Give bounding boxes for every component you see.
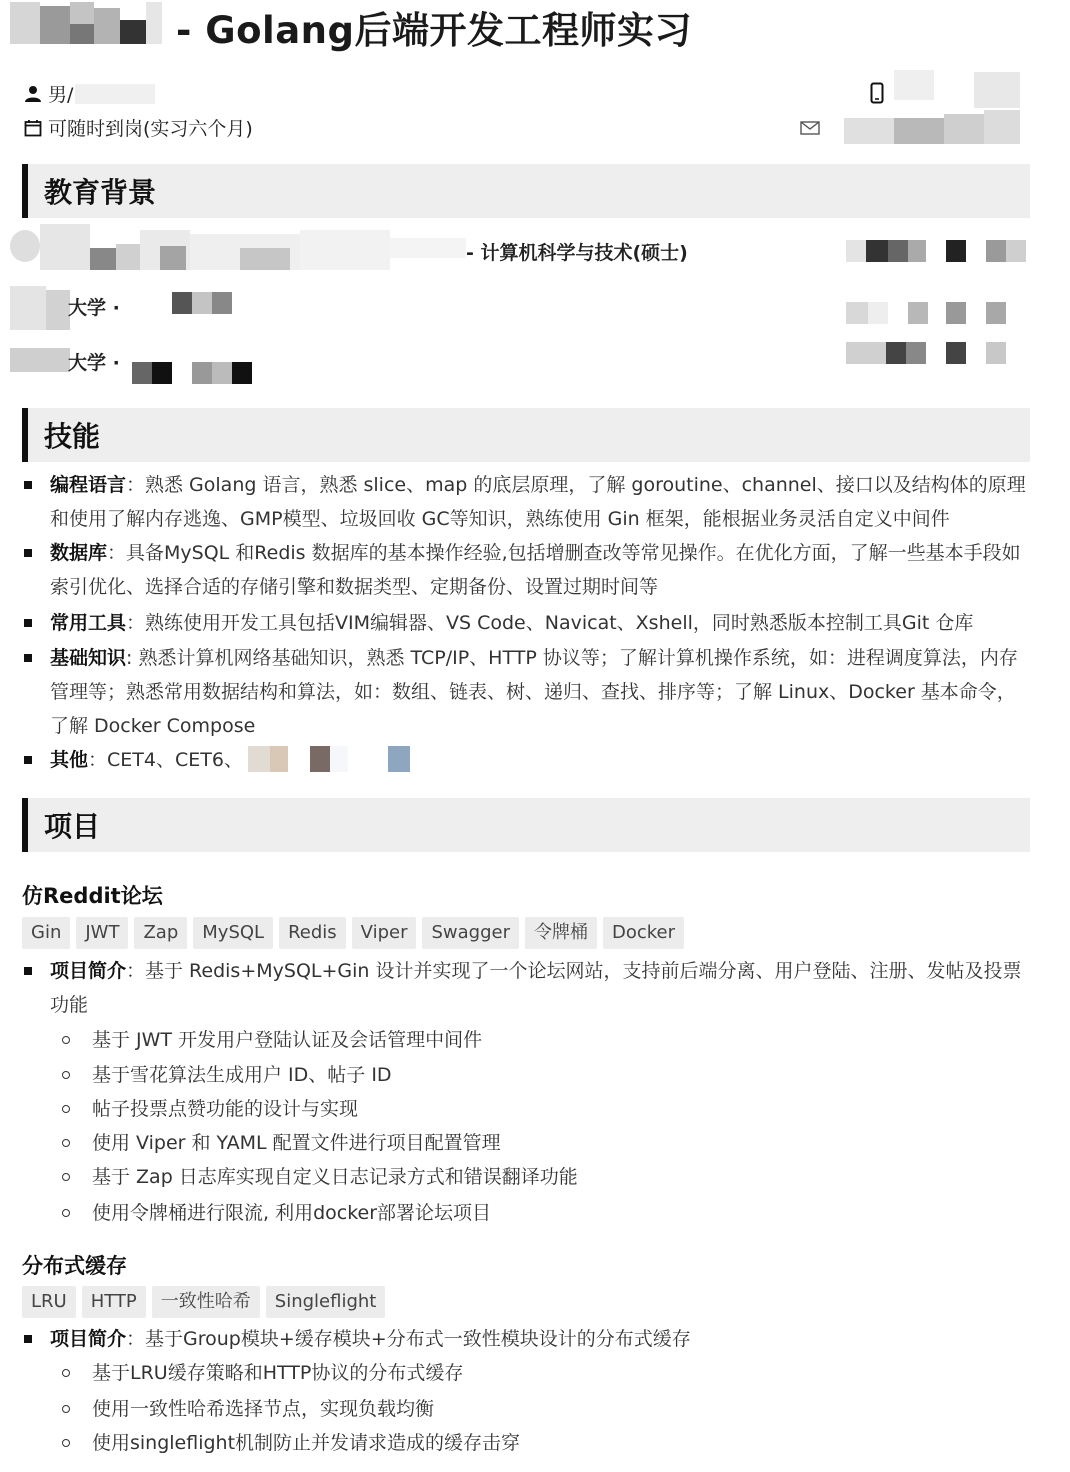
project-point: 使用令牌桶进行限流, 利用docker部署论坛项目 [62, 1196, 491, 1230]
availability-text: 可随时到岗(实习六个月) [48, 118, 253, 140]
availability-line [24, 114, 253, 141]
tech-tag: 一致性哈希 [152, 1286, 260, 1318]
project-title-reddit: 仿Reddit论坛 [22, 884, 163, 908]
redacted-date3-mosaic [846, 342, 1026, 364]
skill-text: ：熟练使用开发工具包括VIM编辑器、VS Code、Navicat、Xshell，同时熟悉版本控制工具Git 仓库 [126, 612, 974, 634]
skill-item-other [24, 743, 1034, 777]
redacted-date1-mosaic [846, 240, 1026, 262]
tech-tag: Singleflight [266, 1286, 386, 1318]
skill-item-language [24, 468, 1034, 536]
projects-heading: 项目 [44, 810, 101, 843]
redacted-date2-mosaic [846, 302, 1026, 324]
skill-text: ：具备MySQL 和Redis 数据库的基本操作经验,包括增删查改等常见操作。在优化方面，了解一些基本手段如索引优化、选择合适的存储引擎和数据类型、定期备份、设置过期时间等 [50, 542, 1021, 598]
tech-tag: Swagger [422, 917, 519, 949]
resume-title-row [10, 0, 1070, 52]
skills-section-header [22, 408, 1030, 462]
gender-line [24, 80, 155, 107]
redacted-school1-mosaic [10, 224, 466, 270]
project-intro-cache [24, 1322, 1034, 1356]
education-heading: 教育背景 [44, 176, 157, 209]
intro-label: 项目简介 [50, 960, 127, 982]
tech-tag: Redis [279, 917, 346, 949]
redacted-school3-mosaic [10, 344, 70, 372]
project-point: 使用 Viper 和 YAML 配置文件进行项目配置管理 [62, 1126, 501, 1160]
redacted-school3-detail [132, 362, 252, 384]
project-point: 基于LRU缓存策略和HTTP协议的分布式缓存 [62, 1356, 463, 1390]
resume-title: - Golang后端开发工程师实习 [176, 9, 693, 52]
project-point: 使用一致性哈希选择节点，实现负载均衡 [62, 1392, 434, 1426]
project-point: 基于 JWT 开发用户登陆认证及会话管理中间件 [62, 1023, 482, 1057]
tech-tag: MySQL [193, 917, 273, 949]
education-section-header [22, 164, 1030, 218]
redacted-info-block [75, 84, 155, 104]
tech-tag: Viper [352, 917, 417, 949]
intro-label: 项目简介 [50, 1328, 127, 1350]
project-point: 基于 Zap 日志库实现自定义日志记录方式和错误翻译功能 [62, 1160, 578, 1194]
tech-tag: HTTP [82, 1286, 146, 1318]
skill-text: ：CET4、CET6、 [88, 749, 243, 771]
tech-tag: 令牌桶 [525, 917, 597, 949]
project-tags-cache [22, 1286, 385, 1318]
skills-heading: 技能 [44, 420, 101, 453]
project-point: 帖子投票点赞功能的设计与实现 [62, 1092, 358, 1126]
skill-label: 其他 [50, 749, 89, 771]
intro-text: ：基于Group模块+缓存模块+分布式一致性模块设计的分布式缓存 [126, 1328, 691, 1350]
tech-tag: LRU [22, 1286, 76, 1318]
skill-item-fundamentals [24, 641, 1034, 743]
gender-text: 男/ [48, 84, 74, 106]
tech-tag: Gin [22, 917, 70, 949]
skill-text: ：熟悉 Golang 语言，熟悉 slice、map 的底层原理，了解 goroutine、channel、接口以及结构体的原理和使用了解内存逃逸、GMP模型、垃圾回收 GC等知识，熟练使用 Gin 框架，能根据业务灵活自定义中间件 [50, 474, 1026, 530]
project-tags-reddit [22, 917, 684, 949]
tech-tag: Zap [134, 917, 187, 949]
calendar-icon [24, 119, 42, 137]
projects-section-header [22, 798, 1030, 852]
user-icon [24, 85, 42, 103]
project-point: 使用singleflight机制防止并发请求造成的缓存击穿 [62, 1426, 520, 1460]
skill-text: : 熟悉计算机网络基础知识，熟悉 TCP/IP、HTTP 协议等；了解计算机操作系统，如：进程调度算法，内存管理等；熟悉常用数据结构和算法，如：数组、链表、树、递归、查找、排序等；了解 Linux、Docker 基本命令，了解 Docker Compose [50, 647, 1018, 737]
skill-item-tools [24, 606, 1034, 640]
redacted-other-mosaic [248, 746, 410, 772]
project-point: 基于雪花算法生成用户 ID、帖子 ID [62, 1058, 392, 1092]
intro-text: ：基于 Redis+MySQL+Gin 设计并实现了一个论坛网站，支持前后端分离、用户登陆、注册、发帖及投票功能 [50, 960, 1022, 1016]
skill-item-database [24, 536, 1034, 604]
skill-label: 数据库 [50, 542, 108, 564]
school3-label: 大学 · [68, 352, 120, 374]
redacted-school2-mosaic [10, 286, 70, 330]
skill-label: 基础知识 [50, 647, 127, 669]
email-icon [800, 120, 820, 139]
skill-label: 常用工具 [50, 612, 127, 634]
project-title-cache: 分布式缓存 [22, 1254, 127, 1278]
redacted-school2-detail [172, 292, 232, 314]
school2-label: 大学 · [68, 297, 120, 319]
skill-label: 编程语言 [50, 474, 127, 496]
tech-tag: Docker [603, 917, 684, 949]
redacted-name-mosaic [10, 2, 162, 44]
education-major: - 计算机科学与技术(硕士) [466, 242, 688, 264]
tech-tag: JWT [76, 917, 128, 949]
redacted-contact-mosaic [844, 70, 1024, 146]
project-intro-reddit [24, 954, 1034, 1022]
